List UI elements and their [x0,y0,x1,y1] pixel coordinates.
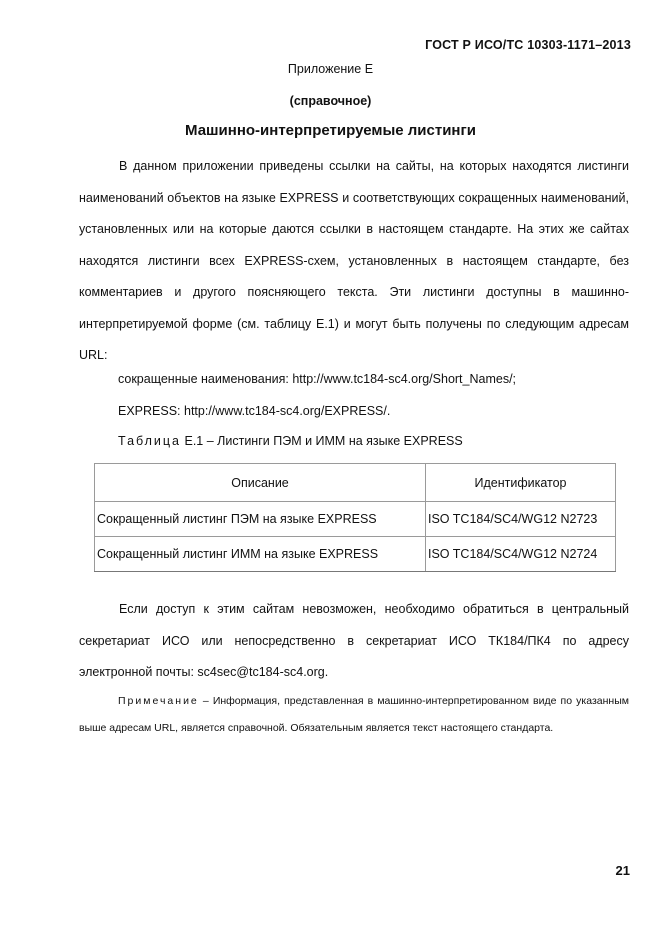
table-caption [118,434,463,448]
url-express: EXPRESS: http://www.tc184-sc4.org/EXPRESS/. [118,404,391,418]
table-caption-text: Е.1 – Листинги ПЭМ и ИММ на языке EXPRESS [184,434,463,448]
appendix-type: (справочное) [289,94,372,108]
listings-table [94,463,616,572]
note-label: Примечание [118,695,199,707]
table-cell-identifier: ISO TC184/SC4/WG12 N2724 [426,537,616,572]
intro-paragraph: В данном приложении приведены ссылки на сайты, на которых находятся листинги наименований объектов на языке EXPRESS и соответствующих сокращенных наименований, установленных или на которые даются ссылки в настоящем стандарте. На этих же сайтах находятся листинги всех EXPRESS-схем, установленных в настоящем стандарте, без комментариев и другого поясняющего текста. Эти листинги доступны в машинно-интерпретируемой форме (см. таблицу Е.1) и могут быть получены по следующим адресам URL: [79,159,629,362]
note-paragraph [79,688,629,742]
table-cell-identifier: ISO TC184/SC4/WG12 N2723 [426,502,616,537]
table-caption-label: Таблица [118,434,182,448]
table-cell-description: Сокращенный листинг ИММ на языке EXPRESS [95,537,426,572]
column-header-identifier: Идентификатор [426,464,616,502]
column-header-description: Описание [95,464,426,502]
table-header-row [95,464,616,502]
appendix-title: Машинно-интерпретируемые листинги [185,122,476,139]
table-row [95,537,616,572]
url-short-names: сокращенные наименования: http://www.tc184-sc4.org/Short_Names/; [118,372,517,386]
table-row [95,502,616,537]
note-text: Информация, представленная в машинно-интерпретированном виде по указанным выше адресам URL, является справочной. Обязательным является текст настоящего стандарта. [79,695,629,734]
standard-designation: ГОСТ Р ИСО/ТС 10303-1171–2013 [425,38,631,52]
note-dash: – [198,695,213,707]
page-number: 21 [615,863,630,878]
table-cell-description: Сокращенный листинг ПЭМ на языке EXPRESS [95,502,426,537]
appendix-label: Приложение Е [287,62,374,76]
contact-paragraph: Если доступ к этим сайтам невозможен, необходимо обратиться в центральный секретариат ИСО или непосредственно в секретариат ИСО ТК184/ПК4 по адресу электронной почты: sc4sec@tc184-sc4.org. [79,602,629,679]
